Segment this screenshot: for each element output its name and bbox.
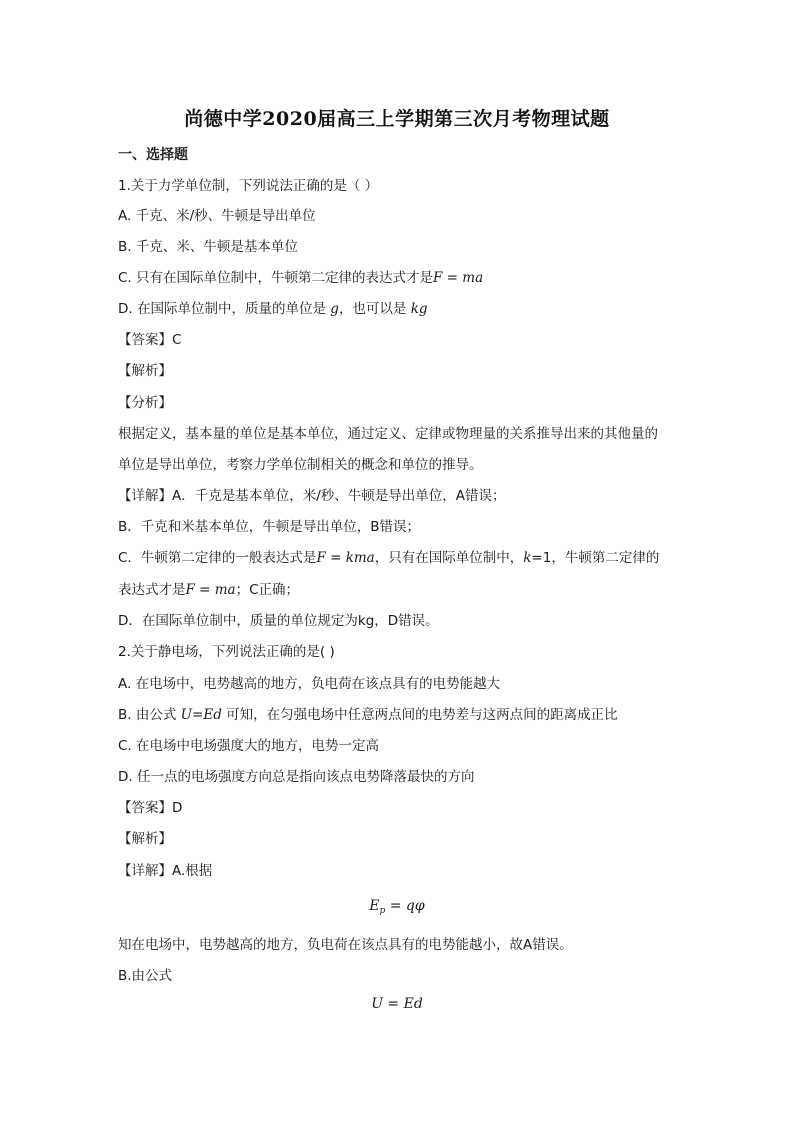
q1-option-a: A. 千克、米/秒、牛顿是导出单位 xyxy=(118,208,316,224)
q1-detail-c-formula: F = kma xyxy=(316,550,375,566)
q1-detail-a: 【详解】A．千克是基本单位，米/秒、牛顿是导出单位，A错误； xyxy=(118,488,506,504)
q1-detail-c-text2: ，只有在国际单位制中， xyxy=(374,550,524,566)
q1-detail-c2-text1: 表达式才是 xyxy=(118,582,186,598)
q1-detail-c-text3: =1，牛顿第二定律的 xyxy=(531,550,660,566)
q1-detail-c2-formula: F = ma xyxy=(185,582,236,598)
q1-stem: 1.关于力学单位制，下列说法正确的是（ ） xyxy=(118,178,379,194)
q2-option-b-text1: B. 由公式 xyxy=(118,707,177,723)
q1-option-d-kg: kg xyxy=(410,301,428,317)
q2-detail-a: 【详解】A.根据 xyxy=(118,863,213,879)
q1-option-c-text: C. 只有在国际单位制中，牛顿第二定律的表达式才是 xyxy=(118,270,434,286)
q1-option-d-text1: D. 在国际单位制中，质量的单位是 xyxy=(118,301,326,317)
q2-option-a: A. 在电场中，电势越高的地方，负电荷在该点具有的电势能越大 xyxy=(118,676,501,692)
q2-option-d: D. 任一点的电场强度方向总是指向该点电势降落最快的方向 xyxy=(118,769,475,785)
q2-stem: 2.关于静电场，下列说法正确的是( ) xyxy=(118,644,335,660)
q2-option-b xyxy=(118,705,618,725)
q1-detail-c2-text2: ；C正确； xyxy=(235,582,300,598)
q1-analysis: 【解析】 xyxy=(118,363,172,379)
q1-detail-d: D．在国际单位制中，质量的单位规定为kg，D错误。 xyxy=(118,613,439,629)
page-title: 尚德中学2020届高三上学期第三次月考物理试题 xyxy=(184,108,610,130)
q2-conclusion-a: 知在电场中，电势越高的地方，负电荷在该点具有的电势能越小，故A错误。 xyxy=(118,937,573,953)
q1-option-d xyxy=(118,299,428,319)
q2-answer: 【答案】D xyxy=(118,800,183,816)
q2-eq1-e: E xyxy=(369,898,380,914)
q2-equation-u: U = Ed xyxy=(371,996,423,1012)
q1-option-c xyxy=(118,268,483,288)
q2-equation-ep xyxy=(0,898,794,916)
q1-option-d-g: g xyxy=(330,301,339,317)
q1-detail-b: B．千克和米基本单位，牛顿是导出单位，B错误； xyxy=(118,519,421,535)
section-heading: 一、选择题 xyxy=(118,147,188,163)
q1-detail-c-k: k xyxy=(523,550,532,566)
q2-option-c: C. 在电场中电场强度大的地方，电势一定高 xyxy=(118,738,380,754)
q1-option-c-formula: F = ma xyxy=(433,270,484,286)
q2-eq1-rest: = qφ xyxy=(385,898,425,914)
q1-para1: 根据定义，基本量的单位是基本单位，通过定义、定律或物理量的关系推导出来的其他量的 xyxy=(118,426,658,442)
q1-detail-c-line1 xyxy=(118,548,659,568)
q1-detail-c-text1: C．牛顿第二定律的一般表达式是 xyxy=(118,550,317,566)
q1-fenxi: 【分析】 xyxy=(118,395,172,411)
q2-detail-b: B.由公式 xyxy=(118,968,173,984)
q2-option-b-text2: 可知，在匀强电场中任意两点间的电势差与这两点间的距离成正比 xyxy=(226,707,618,723)
q2-option-b-formula: U=Ed xyxy=(180,707,222,723)
q1-option-b: B. 千克、米、牛顿是基本单位 xyxy=(118,239,298,255)
q1-para2: 单位是导出单位，考察力学单位制相关的概念和单位的推导。 xyxy=(118,457,483,473)
q1-detail-c-line2 xyxy=(118,580,299,600)
q2-analysis: 【解析】 xyxy=(118,831,172,847)
q1-answer: 【答案】C xyxy=(118,332,182,348)
q2-eq1-sub: p xyxy=(379,906,386,916)
q1-option-d-text2: ，也可以是 xyxy=(338,301,407,317)
